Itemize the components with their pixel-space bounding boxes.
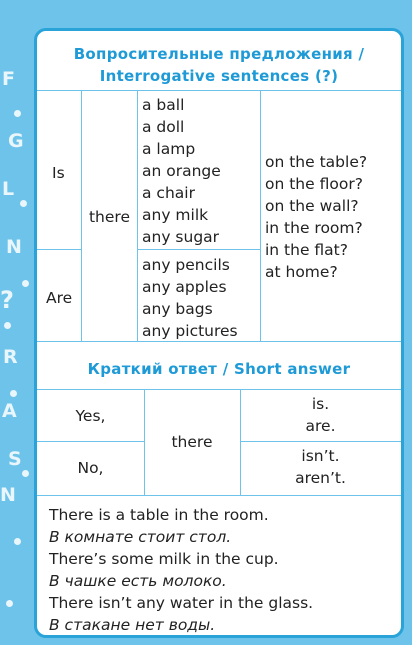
list-item: any pictures — [142, 322, 238, 340]
title-line-en: Interrogative sentences (?) — [99, 67, 339, 85]
list-item: any pencils — [142, 256, 230, 274]
list-item: an orange — [142, 162, 221, 180]
decor-dot — [22, 280, 29, 287]
positive-forms — [240, 393, 401, 437]
example-en: There is a table in the room. — [49, 506, 269, 524]
decor-letter: F — [2, 68, 15, 90]
answer-yes: Yes, — [75, 407, 106, 425]
title-line-ru: Вопросительные предложения / — [73, 45, 365, 63]
decor-letter: S — [8, 448, 22, 470]
list-item: any apples — [142, 278, 227, 296]
divider — [37, 90, 401, 91]
decor-letter: N — [0, 484, 16, 506]
form-is: is. — [311, 395, 330, 413]
decor-letter: G — [8, 130, 24, 152]
answer-no: No, — [77, 459, 104, 477]
decor-letter: ? — [0, 286, 14, 314]
verb-are: Are — [46, 289, 73, 307]
places-list — [265, 151, 367, 283]
decor-letter: L — [2, 178, 15, 200]
decor-dot — [6, 600, 13, 607]
section-title — [37, 45, 401, 85]
list-item: in the room? — [265, 219, 363, 237]
list-item: any milk — [142, 206, 209, 224]
list-item: any bags — [142, 300, 213, 318]
decor-dot — [20, 200, 27, 207]
divider — [37, 495, 401, 496]
form-arent: aren’t. — [295, 469, 346, 487]
example-en: There’s some milk in the cup. — [49, 550, 279, 568]
singular-items-list — [142, 94, 221, 248]
list-item: on the wall? — [265, 197, 359, 215]
form-isnt: isn’t. — [301, 447, 340, 465]
list-item: a chair — [142, 184, 195, 202]
divider — [137, 90, 138, 341]
decor-letter: A — [2, 400, 17, 422]
divider — [37, 249, 81, 250]
decor-dot — [22, 470, 29, 477]
answer-there: there — [171, 433, 213, 451]
list-item: in the flat? — [265, 241, 348, 259]
list-item: at home? — [265, 263, 338, 281]
list-item: a doll — [142, 118, 185, 136]
divider — [240, 441, 401, 442]
list-item: on the floor? — [265, 175, 363, 193]
grammar-card — [34, 28, 404, 638]
example-en: There isn’t any water in the glass. — [49, 594, 314, 612]
form-are: are. — [305, 417, 336, 435]
decor-dot — [14, 110, 21, 117]
decor-dot — [14, 538, 21, 545]
example-ru: В чашке есть молоко. — [49, 572, 227, 590]
decor-letter: R — [3, 346, 18, 368]
list-item: any sugar — [142, 228, 220, 246]
list-item: a lamp — [142, 140, 196, 158]
list-item: on the table? — [265, 153, 368, 171]
decor-dot — [10, 390, 17, 397]
short-answer-title: Краткий ответ / Short answer — [87, 360, 351, 378]
divider — [137, 249, 260, 250]
plural-items-list — [142, 254, 238, 342]
decor-letter: N — [6, 236, 22, 258]
divider — [37, 441, 144, 442]
verb-is: Is — [52, 164, 65, 182]
example-ru: В стакане нет воды. — [49, 616, 216, 634]
word-there: there — [88, 208, 130, 226]
negative-forms — [240, 445, 401, 489]
divider — [260, 90, 261, 341]
divider — [37, 389, 401, 390]
example-ru: В комнате стоит стол. — [49, 528, 232, 546]
list-item: a ball — [142, 96, 185, 114]
decor-dot — [4, 322, 11, 329]
